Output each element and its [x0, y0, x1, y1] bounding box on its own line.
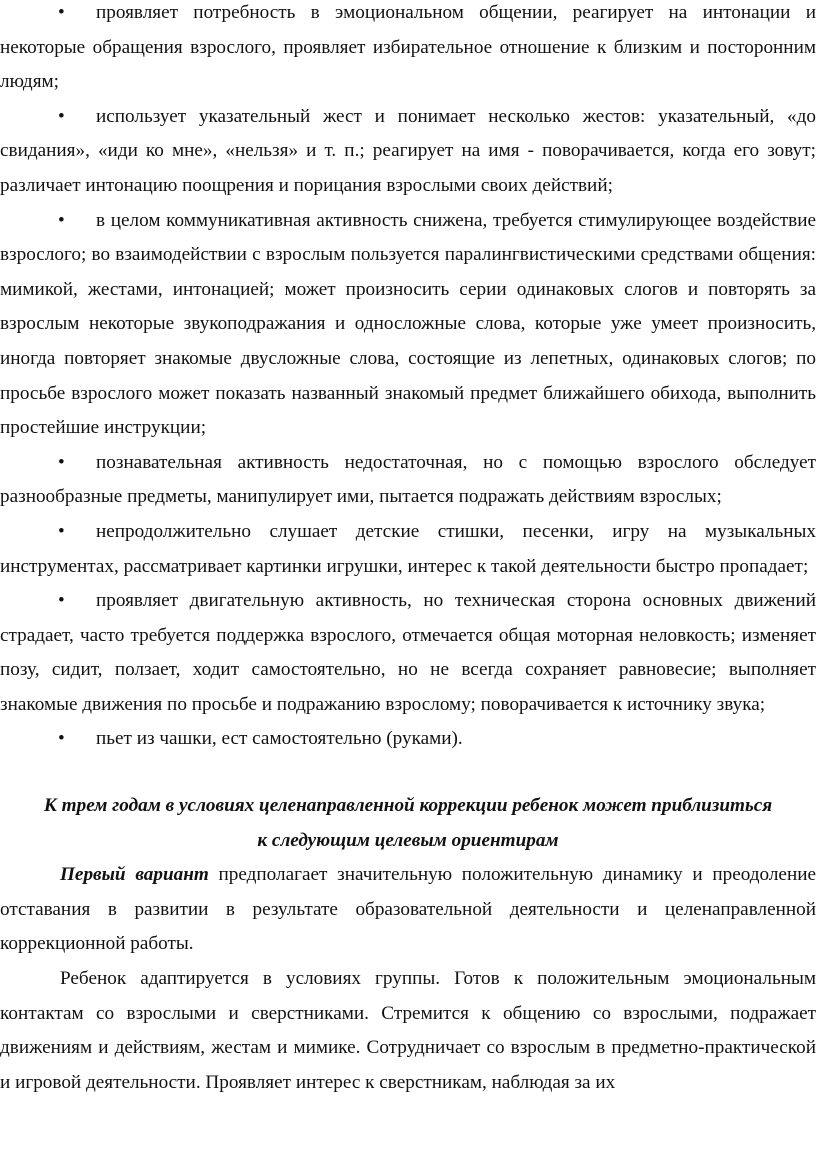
list-item-text: пьет из чашки, ест самостоятельно (руками).: [96, 728, 463, 750]
list-item: [0, 584, 816, 722]
bullet-marker: •: [58, 590, 65, 612]
list-item: [0, 722, 816, 757]
list-item-text: непродолжительно слушает детские стишки, песенки, игру на музыкальных инструментах, рассматривает картинки игрушки, интерес к такой деятельности быстро пропадает;: [0, 520, 816, 577]
paragraph-adaptation: Ребенок адаптируется в условиях группы. Готов к положительным эмоциональным контактам со взрослыми и сверстниками. Стремится к общению со взрослыми, подражает движениям и действиям, жестам и мимике. Сотрудничает со взрослым в предметно-практической и игровой деятельности. Проявляет интерес к сверстникам, наблюдая за их: [0, 968, 816, 1093]
bullet-marker: •: [58, 209, 65, 231]
list-item: [0, 515, 816, 584]
paragraph-lead: Первый вариант: [60, 864, 209, 886]
list-item: [0, 204, 816, 446]
paragraph-first-variant: [0, 858, 816, 962]
bullet-marker: •: [58, 728, 65, 750]
list-item-text: использует указательный жест и понимает несколько жестов: указательный, «до свидания», «иди ко мне», «нельзя» и т. п.; реагирует на имя - поворачивается, когда его зовут; различает интонацию поощрения и порицания взрослыми своих действий;: [0, 105, 816, 196]
section-heading: [0, 789, 816, 858]
list-item-text: в целом коммуникативная активность снижена, требуется стимулирующее воздействие взрослого; во взаимодействии с взрослым пользуется паралингвистическими средствами общения: мимикой, жестами, интонацией; может произносить серии одинаковых слогов и повторять за взрослым некоторые звукоподражания и односложные слова, которые уже умеет произносить, иногда повторяет знакомые двусложные слова, состоящие из лепетных, одинаковых слогов; по просьбе взрослого может показать названный знакомый предмет ближайшего обихода, выполнить простейшие инструкции;: [0, 209, 816, 439]
bullet-marker: •: [58, 2, 65, 23]
bullet-marker: •: [58, 451, 65, 473]
section-heading-line-2: к следующим целевым ориентирам: [257, 829, 559, 851]
paragraph-text: предполагает значительную положительную динамику и преодоление отставания в развитии в результате образовательной деятельности и целенаправленной коррекционной работы.: [0, 864, 816, 955]
list-item-text: проявляет двигательную активность, но техническая сторона основных движений страдает, часто требуется поддержка взрослого, отмечается общая моторная неловкость; изменяет позу, сидит, ползает, ходит самостоятельно, но не всегда сохраняет равновесие; выполняет знакомые движения по просьбе и подражанию взрослому; поворачивается к источнику звука;: [0, 590, 816, 715]
bullet-marker: •: [58, 105, 65, 127]
list-item: [0, 446, 816, 515]
section-spacer: [0, 757, 816, 789]
bullet-marker: •: [58, 520, 65, 542]
list-item: [0, 100, 816, 204]
list-item-text: познавательная активность недостаточная, но с помощью взрослого обследует разнообразные предметы, манипулирует ими, пытается подражать действиям взрослых;: [0, 451, 816, 508]
list-item-text: проявляет потребность в эмоциональном общении, реагирует на интонации и некоторые обращения взрослого, проявляет избирательное отношение к близким и посторонним людям;: [0, 2, 816, 93]
list-item: [0, 0, 816, 100]
section-heading-line-1: К трем годам в условиях целенаправленной коррекции ребенок может приблизиться: [43, 795, 773, 817]
